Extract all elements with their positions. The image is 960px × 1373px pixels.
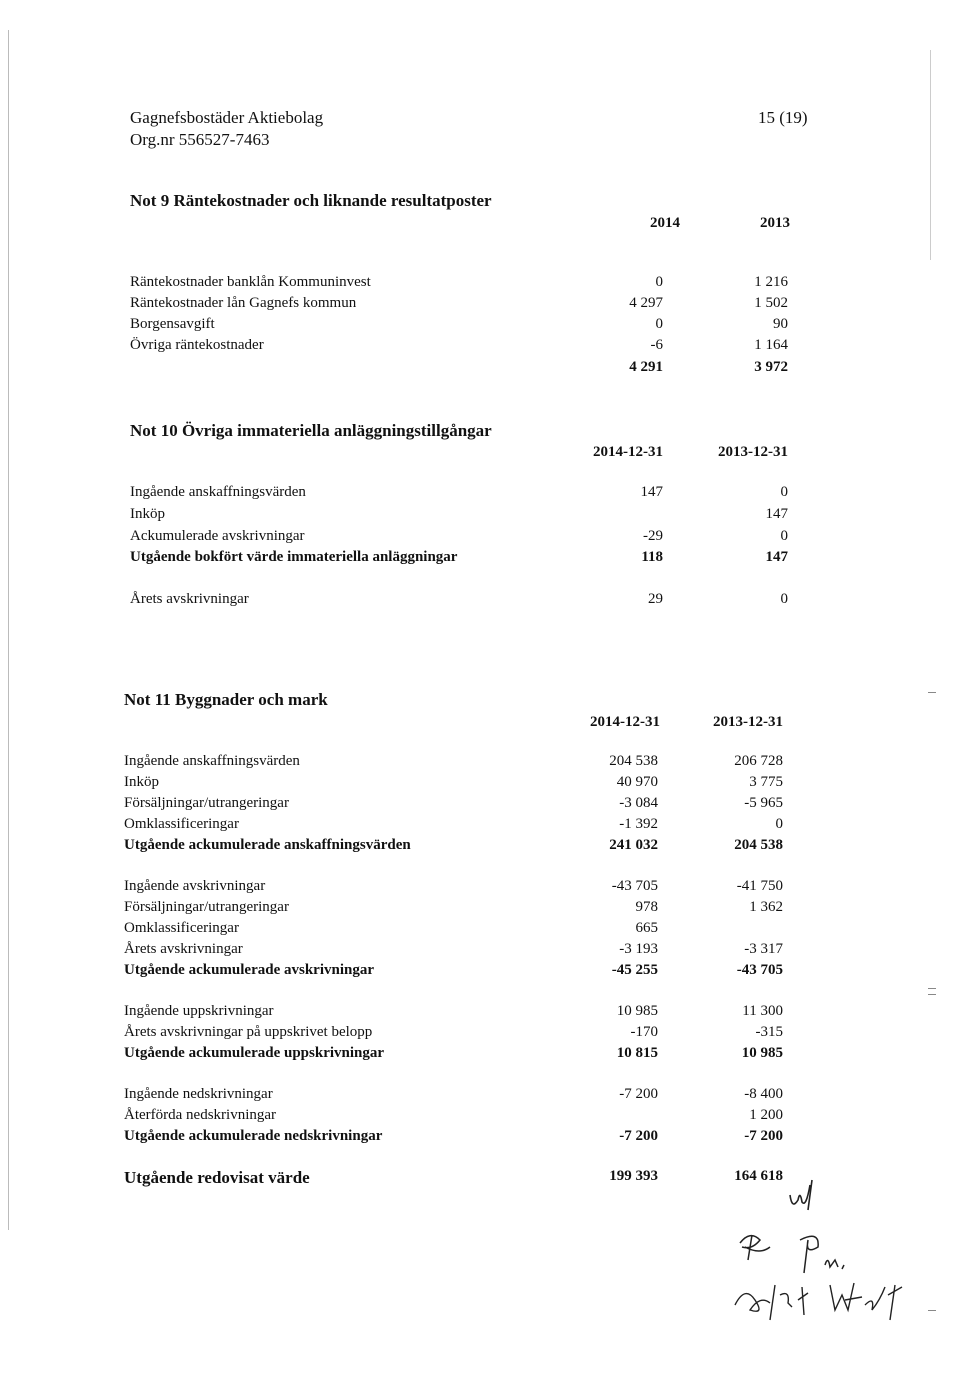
row-label: Utgående ackumulerade avskrivningar <box>124 962 375 978</box>
row-label: Ingående anskaffningsvärden <box>124 753 300 769</box>
row-value-2013: 1 200 <box>749 1107 783 1123</box>
row-label: Inköp <box>124 774 159 790</box>
table-row <box>0 962 960 982</box>
row-value-2013: 1 502 <box>754 295 788 311</box>
row-value-2014: 665 <box>635 920 658 936</box>
row-value-2013: -7 200 <box>744 1128 783 1144</box>
note9-col2-header: 2013 <box>760 215 790 231</box>
row-label: Årets avskrivningar på uppskrivet belopp <box>124 1024 373 1040</box>
row-value-2014: 118 <box>641 549 663 565</box>
row-value-2014: -45 255 <box>611 962 658 978</box>
row-value-2013: 0 <box>780 591 788 607</box>
row-value-2014: -43 705 <box>611 878 658 894</box>
table-row <box>0 528 960 548</box>
note10-col2-header: 2013-12-31 <box>718 444 788 460</box>
row-label: Försäljningar/utrangeringar <box>124 795 289 811</box>
note11-col1-header: 2014-12-31 <box>590 714 660 730</box>
row-value-2014: 10 815 <box>616 1045 658 1061</box>
row-value-2013: 0 <box>780 528 788 544</box>
row-value-2014: -6 <box>650 337 663 353</box>
row-value-2014: -3 084 <box>619 795 658 811</box>
row-value-2013: 10 985 <box>741 1045 783 1061</box>
row-value-2014: -7 200 <box>619 1086 658 1102</box>
table-row <box>0 941 960 961</box>
row-label: Utgående bokfört värde immateriella anläggningar <box>130 549 458 565</box>
row-label: Ingående anskaffningsvärden <box>130 484 306 500</box>
table-row <box>0 316 960 336</box>
row-label: Omklassificeringar <box>124 816 239 832</box>
row-label: Ingående uppskrivningar <box>124 1003 274 1019</box>
row-value-2014: 204 538 <box>609 753 658 769</box>
table-row <box>0 506 960 526</box>
row-value-2013: 204 538 <box>734 837 783 853</box>
table-row <box>0 795 960 815</box>
table-row <box>0 549 960 569</box>
row-label: Försäljningar/utrangeringar <box>124 899 289 915</box>
note10-col1-header: 2014-12-31 <box>593 444 663 460</box>
table-row <box>0 753 960 773</box>
margin-mark <box>928 692 936 693</box>
table-row <box>0 1128 960 1148</box>
row-value-2014: 978 <box>635 899 658 915</box>
note9-title: Not 9 Räntekostnader och liknande resultatposter <box>130 191 492 210</box>
handwritten-initials-1 <box>770 1160 830 1215</box>
row-value-2013: 206 728 <box>734 753 783 769</box>
table-row <box>0 920 960 940</box>
handwritten-signatures <box>730 1225 910 1330</box>
margin-mark <box>928 988 936 989</box>
row-label: Årets avskrivningar <box>130 591 249 607</box>
row-value-2014: -7 200 <box>619 1128 658 1144</box>
row-value-2014: 10 985 <box>616 1003 658 1019</box>
company-name: Gagnefsbostäder Aktiebolag <box>130 108 324 127</box>
row-value-2014: 147 <box>640 484 663 500</box>
row-value-2014: 199 393 <box>609 1168 658 1184</box>
note11-col2-header: 2013-12-31 <box>713 714 783 730</box>
row-label: Utgående ackumulerade anskaffningsvärden <box>124 837 411 853</box>
row-value-2013: 147 <box>765 506 788 522</box>
table-row <box>0 1024 960 1044</box>
row-value-2013: 11 300 <box>742 1003 783 1019</box>
margin-mark <box>928 1310 936 1311</box>
row-value-2013: 3 775 <box>749 774 783 790</box>
row-label: Utgående redovisat värde <box>124 1168 310 1187</box>
margin-mark <box>928 994 936 995</box>
table-row <box>0 274 960 294</box>
total-2014: 4 291 <box>629 359 663 375</box>
row-value-2013: 1 362 <box>749 899 783 915</box>
org-number: Org.nr 556527-7463 <box>130 130 270 149</box>
table-row <box>0 899 960 919</box>
row-value-2013: 1 216 <box>754 274 788 290</box>
row-value-2013: -43 705 <box>736 962 783 978</box>
row-label: Återförda nedskrivningar <box>124 1107 277 1123</box>
table-row <box>0 1086 960 1106</box>
note9-col1-header: 2014 <box>650 215 680 231</box>
row-label: Omklassificeringar <box>124 920 239 936</box>
table-row <box>0 295 960 315</box>
table-row <box>0 774 960 794</box>
row-label: Årets avskrivningar <box>124 941 243 957</box>
row-value-2013: -8 400 <box>744 1086 783 1102</box>
page-number: 15 (19) <box>758 108 808 127</box>
row-value-2013: -315 <box>755 1024 783 1040</box>
table-row <box>0 337 960 357</box>
row-value-2014: -170 <box>630 1024 658 1040</box>
row-value-2014: 40 970 <box>616 774 658 790</box>
note10-title: Not 10 Övriga immateriella anläggningstillgångar <box>130 421 492 440</box>
row-value-2014: 4 297 <box>629 295 663 311</box>
row-value-2013: 147 <box>765 549 788 565</box>
table-row <box>0 878 960 898</box>
row-label: Borgensavgift <box>130 316 215 332</box>
row-value-2013: 0 <box>780 484 788 500</box>
row-label: Ingående avskrivningar <box>124 878 266 894</box>
row-label: Ingående nedskrivningar <box>124 1086 273 1102</box>
row-value-2014: -29 <box>643 528 663 544</box>
table-row <box>0 816 960 836</box>
row-value-2013: 1 164 <box>754 337 788 353</box>
row-value-2014: 0 <box>655 316 663 332</box>
row-label: Räntekostnader lån Gagnefs kommun <box>130 295 357 311</box>
row-value-2013: -5 965 <box>744 795 783 811</box>
total-row <box>0 359 960 379</box>
row-value-2014: -3 193 <box>619 941 658 957</box>
table-row <box>0 591 960 611</box>
table-row <box>0 484 960 504</box>
row-label: Utgående ackumulerade uppskrivningar <box>124 1045 385 1061</box>
row-value-2013: -41 750 <box>736 878 783 894</box>
row-value-2013: 90 <box>773 316 788 332</box>
table-row <box>0 837 960 857</box>
table-row <box>0 1003 960 1023</box>
row-value-2013: 164 618 <box>734 1168 783 1184</box>
row-value-2014: 0 <box>655 274 663 290</box>
note11-title: Not 11 Byggnader och mark <box>124 690 328 709</box>
row-label: Utgående ackumulerade nedskrivningar <box>124 1128 383 1144</box>
row-label: Ackumulerade avskrivningar <box>130 528 305 544</box>
row-label: Övriga räntekostnader <box>130 337 264 353</box>
scan-edge-right <box>930 50 931 260</box>
table-row <box>0 1107 960 1127</box>
total-2013: 3 972 <box>754 359 788 375</box>
row-value-2014: -1 392 <box>619 816 658 832</box>
row-label: Räntekostnader banklån Kommuninvest <box>130 274 371 290</box>
row-value-2013: -3 317 <box>744 941 783 957</box>
row-value-2014: 241 032 <box>609 837 658 853</box>
row-value-2014: 29 <box>648 591 663 607</box>
table-row <box>0 1045 960 1065</box>
row-label: Inköp <box>130 506 165 522</box>
row-value-2013: 0 <box>775 816 783 832</box>
